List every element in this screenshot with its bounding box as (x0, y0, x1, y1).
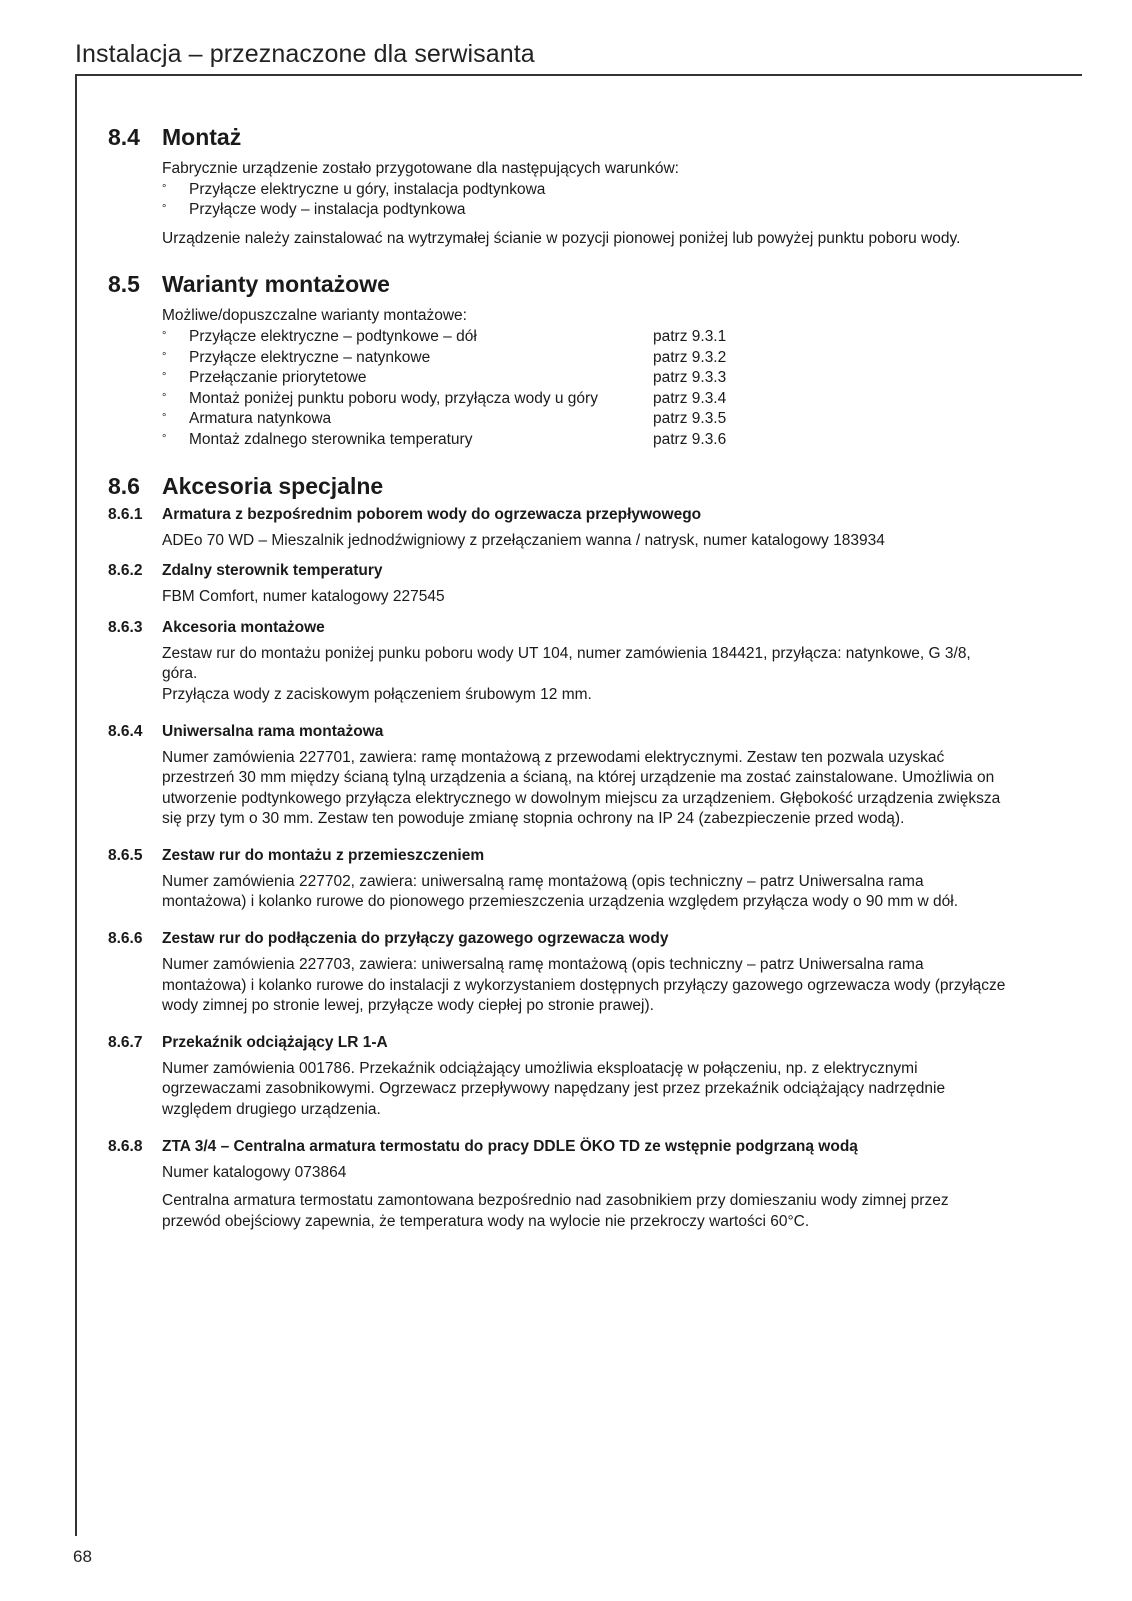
section-heading (108, 471, 1008, 501)
subsection-number: 8.6.4 (108, 722, 143, 740)
subsection-8-6-1 (108, 505, 1008, 552)
section-intro: Możliwe/dopuszczalne warianty montażowe: (162, 307, 467, 325)
variant-ref: patrz 9.3.4 (653, 389, 727, 407)
section-number: 8.6 (108, 472, 140, 499)
bullet-icon: ° (162, 203, 167, 216)
bullet-icon: ° (162, 391, 167, 404)
bullet-icon: ° (162, 412, 167, 425)
variant-label: Armatura natynkowa (189, 410, 332, 428)
variant-label: Przełączanie priorytetowe (189, 369, 367, 387)
bullet-icon: ° (162, 350, 167, 363)
variant-label: Montaż zdalnego sterownika temperatury (189, 430, 473, 448)
variant-list (162, 327, 1008, 451)
subsection-heading (108, 561, 1008, 581)
variant-ref: patrz 9.3.5 (653, 410, 727, 428)
subsection-text: Numer zamówienia 001786. Przekaźnik odciążający umożliwia eksploatację w połączeniu, np. z elektrycznymi ogrzewaczami zasobnikowymi. Ogrzewacz przepływowy napędzany jest przez przekaźnik odciążający nadrzędnie względem drugiego urządzenia. (162, 1059, 946, 1119)
variant-ref: patrz 9.3.2 (653, 348, 727, 366)
subsection-8-6-4 (108, 722, 1008, 830)
subsection-title: Przekaźnik odciążający LR 1-A (162, 1033, 388, 1051)
list-item (162, 180, 1008, 201)
subsection-text: Numer zamówienia 227702, zawiera: uniwersalną ramę montażową (opis techniczny – patrz Uniwersalna rama montażowa) i kolanko rurowe do pionowego przemieszczenia urządzenia względem przyłącza wody o 90 mm w dół. (162, 872, 959, 911)
bullet-icon: ° (162, 371, 167, 384)
bullet-icon: ° (162, 182, 167, 195)
subsection-text: Numer katalogowy 073864 (162, 1163, 347, 1181)
header-divider (75, 74, 1082, 76)
section-text: Urządzenie należy zainstalować na wytrzymałej ścianie w pozycji pionowej poniżej lub powyżej punktu poboru wody. (162, 229, 961, 247)
subsection-number: 8.6.6 (108, 930, 143, 948)
section-number: 8.4 (108, 124, 140, 150)
subsection-title: Akcesoria montażowe (162, 618, 325, 636)
subsection-8-6-2 (108, 561, 1008, 608)
page-number: 68 (73, 1547, 92, 1566)
subsection-title: Zestaw rur do montażu z przemieszczeniem (162, 846, 485, 864)
subsection-heading (108, 1137, 1008, 1157)
subsection-8-6-7 (108, 1033, 1008, 1121)
section-title: Montaż (162, 124, 242, 150)
subsection-title: ZTA 3/4 – Centralna armatura termostatu do pracy DDLE ÖKO TD ze wstępnie podgrzaną wodą (162, 1137, 858, 1155)
subsection-text: Centralna armatura termostatu zamontowana bezpośrednio nad zasobnikiem przy domieszaniu wody zimnej przez przewód obejściowy zapewnia, że temperatura wody na wylocie nie przekroczy wartości 60°C. (162, 1192, 949, 1230)
section-number: 8.5 (108, 271, 140, 298)
page-content (108, 122, 1008, 1242)
subsection-heading (108, 505, 1008, 525)
list-item-text: Przyłącze elektryczne u góry, instalacja podtynkowa (189, 180, 546, 198)
variant-label: Montaż poniżej punktu poboru wody, przyłącza wody u góry (189, 389, 598, 407)
subsection-8-6-5 (108, 846, 1008, 913)
subsection-heading (108, 1033, 1008, 1053)
subsection-title: Armatura z bezpośrednim poborem wody do ogrzewacza przepływowego (162, 505, 702, 523)
variant-ref: patrz 9.3.6 (653, 430, 727, 448)
section-heading (108, 269, 1008, 299)
left-margin-rule (75, 74, 77, 1536)
subsection-8-6-3 (108, 618, 1008, 706)
list-item (162, 200, 1008, 221)
subsection-text: Numer zamówienia 227703, zawiera: uniwersalną ramę montażową (opis techniczny – patrz Uniwersalna rama montażowa) i kolanko rurowe do instalacji z wykorzystaniem dostępnych przyłączy gazowego ogrzewacza wody (przyłącze wody zimnej po stronie lewej, przyłącze wody ciepłej po stronie prawej). (162, 956, 1006, 1015)
subsection-number: 8.6.7 (108, 1033, 143, 1051)
bullet-icon: ° (162, 329, 167, 342)
variant-label: Przyłącze elektryczne – podtynkowe – dół (189, 327, 477, 345)
list-item (162, 430, 1008, 451)
subsection-heading (108, 722, 1008, 742)
subsection-8-6-6 (108, 929, 1008, 1017)
subsection-number: 8.6.2 (108, 562, 143, 580)
list-item (162, 409, 1008, 430)
subsection-text: Przyłącza wody z zaciskowym połączeniem śrubowym 12 mm. (162, 685, 592, 703)
section-title: Akcesoria specjalne (162, 472, 384, 499)
subsection-text: FBM Comfort, numer katalogowy 227545 (162, 588, 445, 606)
section-8-6 (108, 471, 1008, 1233)
subsection-title: Zdalny sterownik temperatury (162, 562, 383, 580)
variant-ref: patrz 9.3.1 (653, 327, 727, 345)
variant-ref: patrz 9.3.3 (653, 369, 727, 387)
bullet-list (162, 180, 1008, 221)
list-item (162, 389, 1008, 410)
list-item (162, 368, 1008, 389)
subsection-heading (108, 618, 1008, 638)
subsection-title: Zestaw rur do podłączenia do przyłączy gazowego ogrzewacza wody (162, 930, 669, 948)
subsection-heading (108, 929, 1008, 949)
subsection-number: 8.6.5 (108, 846, 143, 864)
subsection-heading (108, 846, 1008, 866)
subsection-8-6-8 (108, 1137, 1008, 1233)
subsection-title: Uniwersalna rama montażowa (162, 722, 384, 740)
list-item (162, 348, 1008, 369)
section-8-4 (108, 122, 1008, 249)
section-title: Warianty montażowe (162, 271, 390, 298)
list-item-text: Przyłącze wody – instalacja podtynkowa (189, 201, 466, 219)
variant-label: Przyłącze elektryczne – natynkowe (189, 348, 431, 366)
subsection-text: Numer zamówienia 227701, zawiera: ramę montażową z przewodami elektrycznymi. Zestaw ten pozwala uzyskać przestrzeń 30 mm między ścianą tylną urządzenia a ścianą, na której urządzenie ma zostać zainstalowane. Umożliwia on utworzenie podtynkowego przyłącza elektrycznego w dowolnym miejscu za urządzeniem. Głębokość urządzenia zwiększa się przy tym o 30 mm. Zestaw ten powoduje zmianę stopnia ochrony na IP 24 (zabezpieczenie przed wodą). (162, 748, 1001, 828)
section-intro: Fabrycznie urządzenie zostało przygotowane dla następujących warunków: (162, 160, 679, 177)
section-8-5 (108, 269, 1008, 450)
section-heading (108, 122, 1008, 152)
list-item (162, 327, 1008, 348)
subsection-number: 8.6.3 (108, 618, 143, 636)
bullet-icon: ° (162, 432, 167, 445)
subsection-text: ADEo 70 WD – Mieszalnik jednodźwigniowy z przełączaniem wanna / natrysk, numer katalogowy 183934 (162, 531, 885, 549)
subsection-number: 8.6.1 (108, 505, 143, 523)
subsection-text: Zestaw rur do montażu poniżej punku poboru wody UT 104, numer zamówienia 184421, przyłącza: natynkowe, G 3/8, góra. (162, 644, 971, 683)
subsection-number: 8.6.8 (108, 1137, 143, 1155)
page-header-title: Instalacja – przeznaczone dla serwisanta (75, 40, 535, 68)
